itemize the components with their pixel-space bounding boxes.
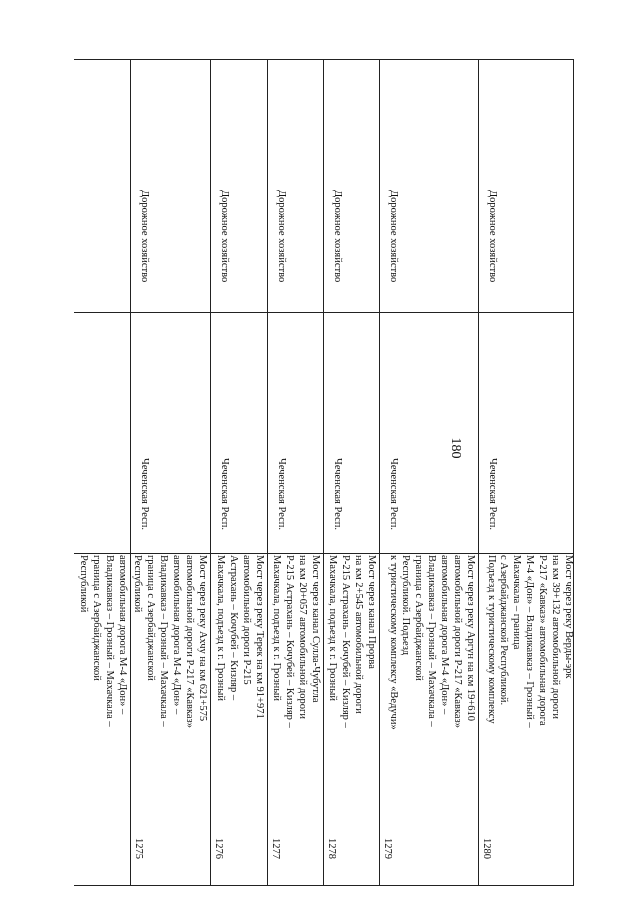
- row-number: 1277: [270, 838, 281, 859]
- description-line: Мост через канал Сулла-Чубутла: [310, 555, 321, 703]
- description-line: автомобильной дороги Р-217 «Кавказ»: [184, 555, 196, 728]
- row-divider: [267, 59, 268, 886]
- description-line: Мост через реку Терек на км 91+971: [254, 555, 265, 719]
- description-line: Мост через канал Прорва: [366, 555, 377, 669]
- row-number: 1275: [133, 838, 144, 859]
- category-cell: Дорожное хозяйство: [219, 190, 230, 283]
- row-divider: [210, 59, 211, 886]
- description-line: Махачкала – граница: [511, 555, 523, 650]
- description-line: Р-217 «Кавказ» автомобильная дорога: [537, 555, 549, 726]
- category-cell: Дорожное хозяйство: [139, 190, 150, 283]
- description-line: на км 39+132 автомобильной дороги: [550, 555, 562, 719]
- row-divider: [379, 59, 380, 886]
- region-cell: Чеченская Респ.: [219, 458, 230, 531]
- description-line: автомобильной дороги Р-217 «Кавказ»: [452, 555, 464, 728]
- description-line: автомобильная дорога М-4 «Дон» –: [117, 555, 128, 715]
- description-line: Мост через реку Аргун на км 19+610: [465, 555, 476, 722]
- description-line: Подъезд к туристическому комплексу: [485, 555, 497, 724]
- description-line: на км 20+057 автомобильной дороги: [297, 555, 309, 719]
- category-cell: Дорожное хозяйство: [388, 190, 399, 283]
- description-line: Астрахань – Кочубей – Кизляр –: [228, 555, 240, 701]
- description-cell: [76, 555, 128, 841]
- row-number: 1279: [382, 838, 393, 859]
- description-line: граница с Азербайджанской: [413, 555, 425, 681]
- description-line: автомобильной дороги Р-215: [241, 555, 253, 685]
- description-line: Владикавказ – Грозный – Махачкала –: [104, 555, 116, 727]
- description-line: Республикой: [78, 555, 90, 613]
- region-cell: Чеченская Респ.: [139, 458, 150, 531]
- column-divider: [74, 312, 574, 313]
- row-number: 1280: [481, 838, 492, 859]
- row-number: 1276: [213, 838, 224, 859]
- description-line: Махачкала, подъезд к г. Грозный: [327, 555, 339, 701]
- description-line: к туристическому комплексу «Ведучи»: [387, 555, 399, 730]
- description-line: автомобильная дорога М-4 «Дон» –: [171, 555, 183, 715]
- description-line: Р-215 Астрахань – Кочубей – Кизляр –: [284, 555, 296, 728]
- description-line: Владикавказ – Грозный – Махачкала –: [426, 555, 438, 727]
- description-line: Махачкала, подъезд к г. Грозный: [271, 555, 283, 701]
- row-number: 1278: [326, 838, 337, 859]
- page-number: 180: [448, 437, 463, 459]
- description-line: Владикавказ – Грозный – Махачкала –: [158, 555, 170, 727]
- category-cell: Дорожное хозяйство: [332, 190, 343, 283]
- description-line: автомобильная дорога М-4 «Дон» –: [439, 555, 451, 715]
- description-line: Мост через реку Ахчу на км 621+575: [197, 555, 208, 722]
- region-cell: Чеченская Респ.: [388, 458, 399, 531]
- description-line: Мост через реку Верды-эрк: [563, 555, 574, 679]
- row-divider: [478, 59, 479, 886]
- region-cell: Чеченская Респ.: [276, 458, 287, 531]
- description-line: на км 2+545 автомобильной дороги: [353, 555, 365, 714]
- category-cell: Дорожное хозяйство: [276, 190, 287, 283]
- category-cell: Дорожное хозяйство: [487, 190, 498, 283]
- description-line: граница с Азербайджанской: [145, 555, 157, 681]
- description-line: М-4 «Дон» – Владикавказ – Грозный –: [524, 555, 536, 728]
- region-cell: Чеченская Респ.: [332, 458, 343, 531]
- description-cell: [386, 555, 476, 841]
- description-line: Республикой: [132, 555, 144, 613]
- description-line: с Азербайджанской Республикой.: [498, 555, 510, 706]
- description-line: граница с Азербайджанской: [91, 555, 103, 681]
- description-line: Махачкала, подъезд к г. Грозный: [215, 555, 227, 701]
- description-line: Р-215 Астрахань – Кочубей – Кизляр –: [340, 555, 352, 728]
- row-divider: [323, 59, 324, 886]
- description-line: Республикой. Подъезд: [400, 555, 412, 656]
- region-cell: Чеченская Респ.: [487, 458, 498, 531]
